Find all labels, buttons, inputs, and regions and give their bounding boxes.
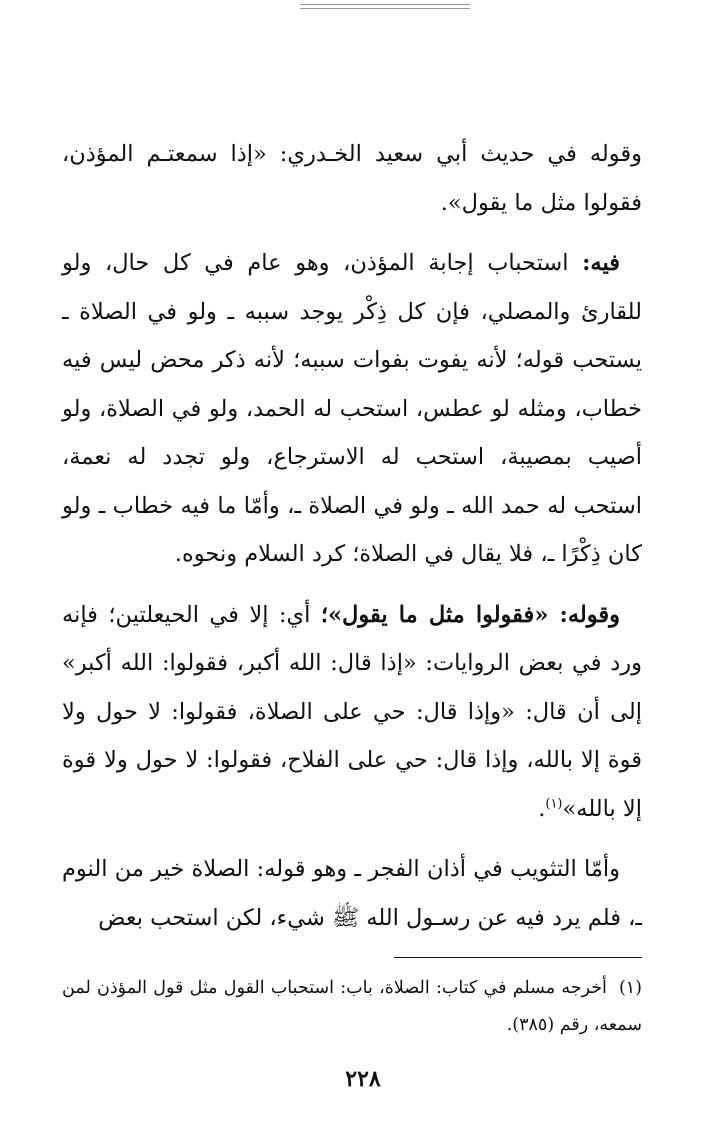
footnote-text: أخرجه مسلم في كتاب: الصلاة، باب: استحباب القول مثل قول المؤذن لمن سمعه، رقم (٣٨٥). [62, 978, 642, 1035]
paragraph-2-text: استحباب إجابة المؤذن، وهو عام في كل حال، ولو للقارئ والمصلي، فإن كل ذِكْر يوجد سببه ـ ولو في الصلاة ـ يستحب قوله؛ لأنه يفوت بفوات سببه؛ لأنه ذكر محض ليس فيه خطاب، ومثله لو عطس، استحب له الحمد، ولو في الصلاة، ولو أصيب بمصيبة، استحب له الاسترجاع، ولو تجدد له نعمة، استحب له حمد الله ـ ولو في الصلاة ـ، وأمّا ما فيه خطاب ـ ولو كان ذِكْرًا ـ، فلا يقال في الصلاة؛ كرد السلام ونحوه. [62, 250, 642, 567]
paragraph-4 [62, 845, 642, 942]
paragraph-3 [62, 591, 642, 834]
footnotes [62, 970, 642, 1044]
paragraph-2-lead: فيه: [582, 250, 620, 276]
header-rule [300, 4, 470, 9]
paragraph-1 [62, 130, 642, 227]
paragraph-3-tail: . [538, 795, 546, 822]
paragraph-4-text: وأمّا التثويب في أذان الفجر ـ وهو قوله: الصلاة خير من النوم ـ، فلم يرد فيه عن رسـول الله ﷺ شيء، لكن استحب بعض [62, 856, 642, 931]
footnote-number: (١) [618, 978, 642, 998]
footnote-reference[interactable]: (١) [545, 796, 563, 811]
paragraph-1-text: وقوله في حديث أبي سعيد الخـدري: «إذا سمعتـم المؤذن، فقولوا مثل ما يقول». [62, 141, 642, 216]
paragraph-3-lead: وقوله: «فقولوا مثل ما يقول»؛ [320, 601, 620, 628]
paragraph-3-text: أي: إلا في الحيعلتين؛ فإنه ورد في بعض الروايات: «إذا قال: الله أكبر، فقولوا: الله أكبر» إلى أن قال: «وإذا قال: حي على الصلاة، فقولوا: لا حول ولا قوة إلا بالله، وإذا قال: حي على الفلاح، فقولوا: لا حول ولا قوة إلا بالله» [62, 601, 642, 822]
footnote-divider [394, 957, 642, 958]
page-number: ٢٢٨ [345, 1066, 381, 1092]
footnote-item [62, 970, 642, 1044]
page-body [62, 130, 642, 954]
paragraph-2 [62, 239, 642, 579]
